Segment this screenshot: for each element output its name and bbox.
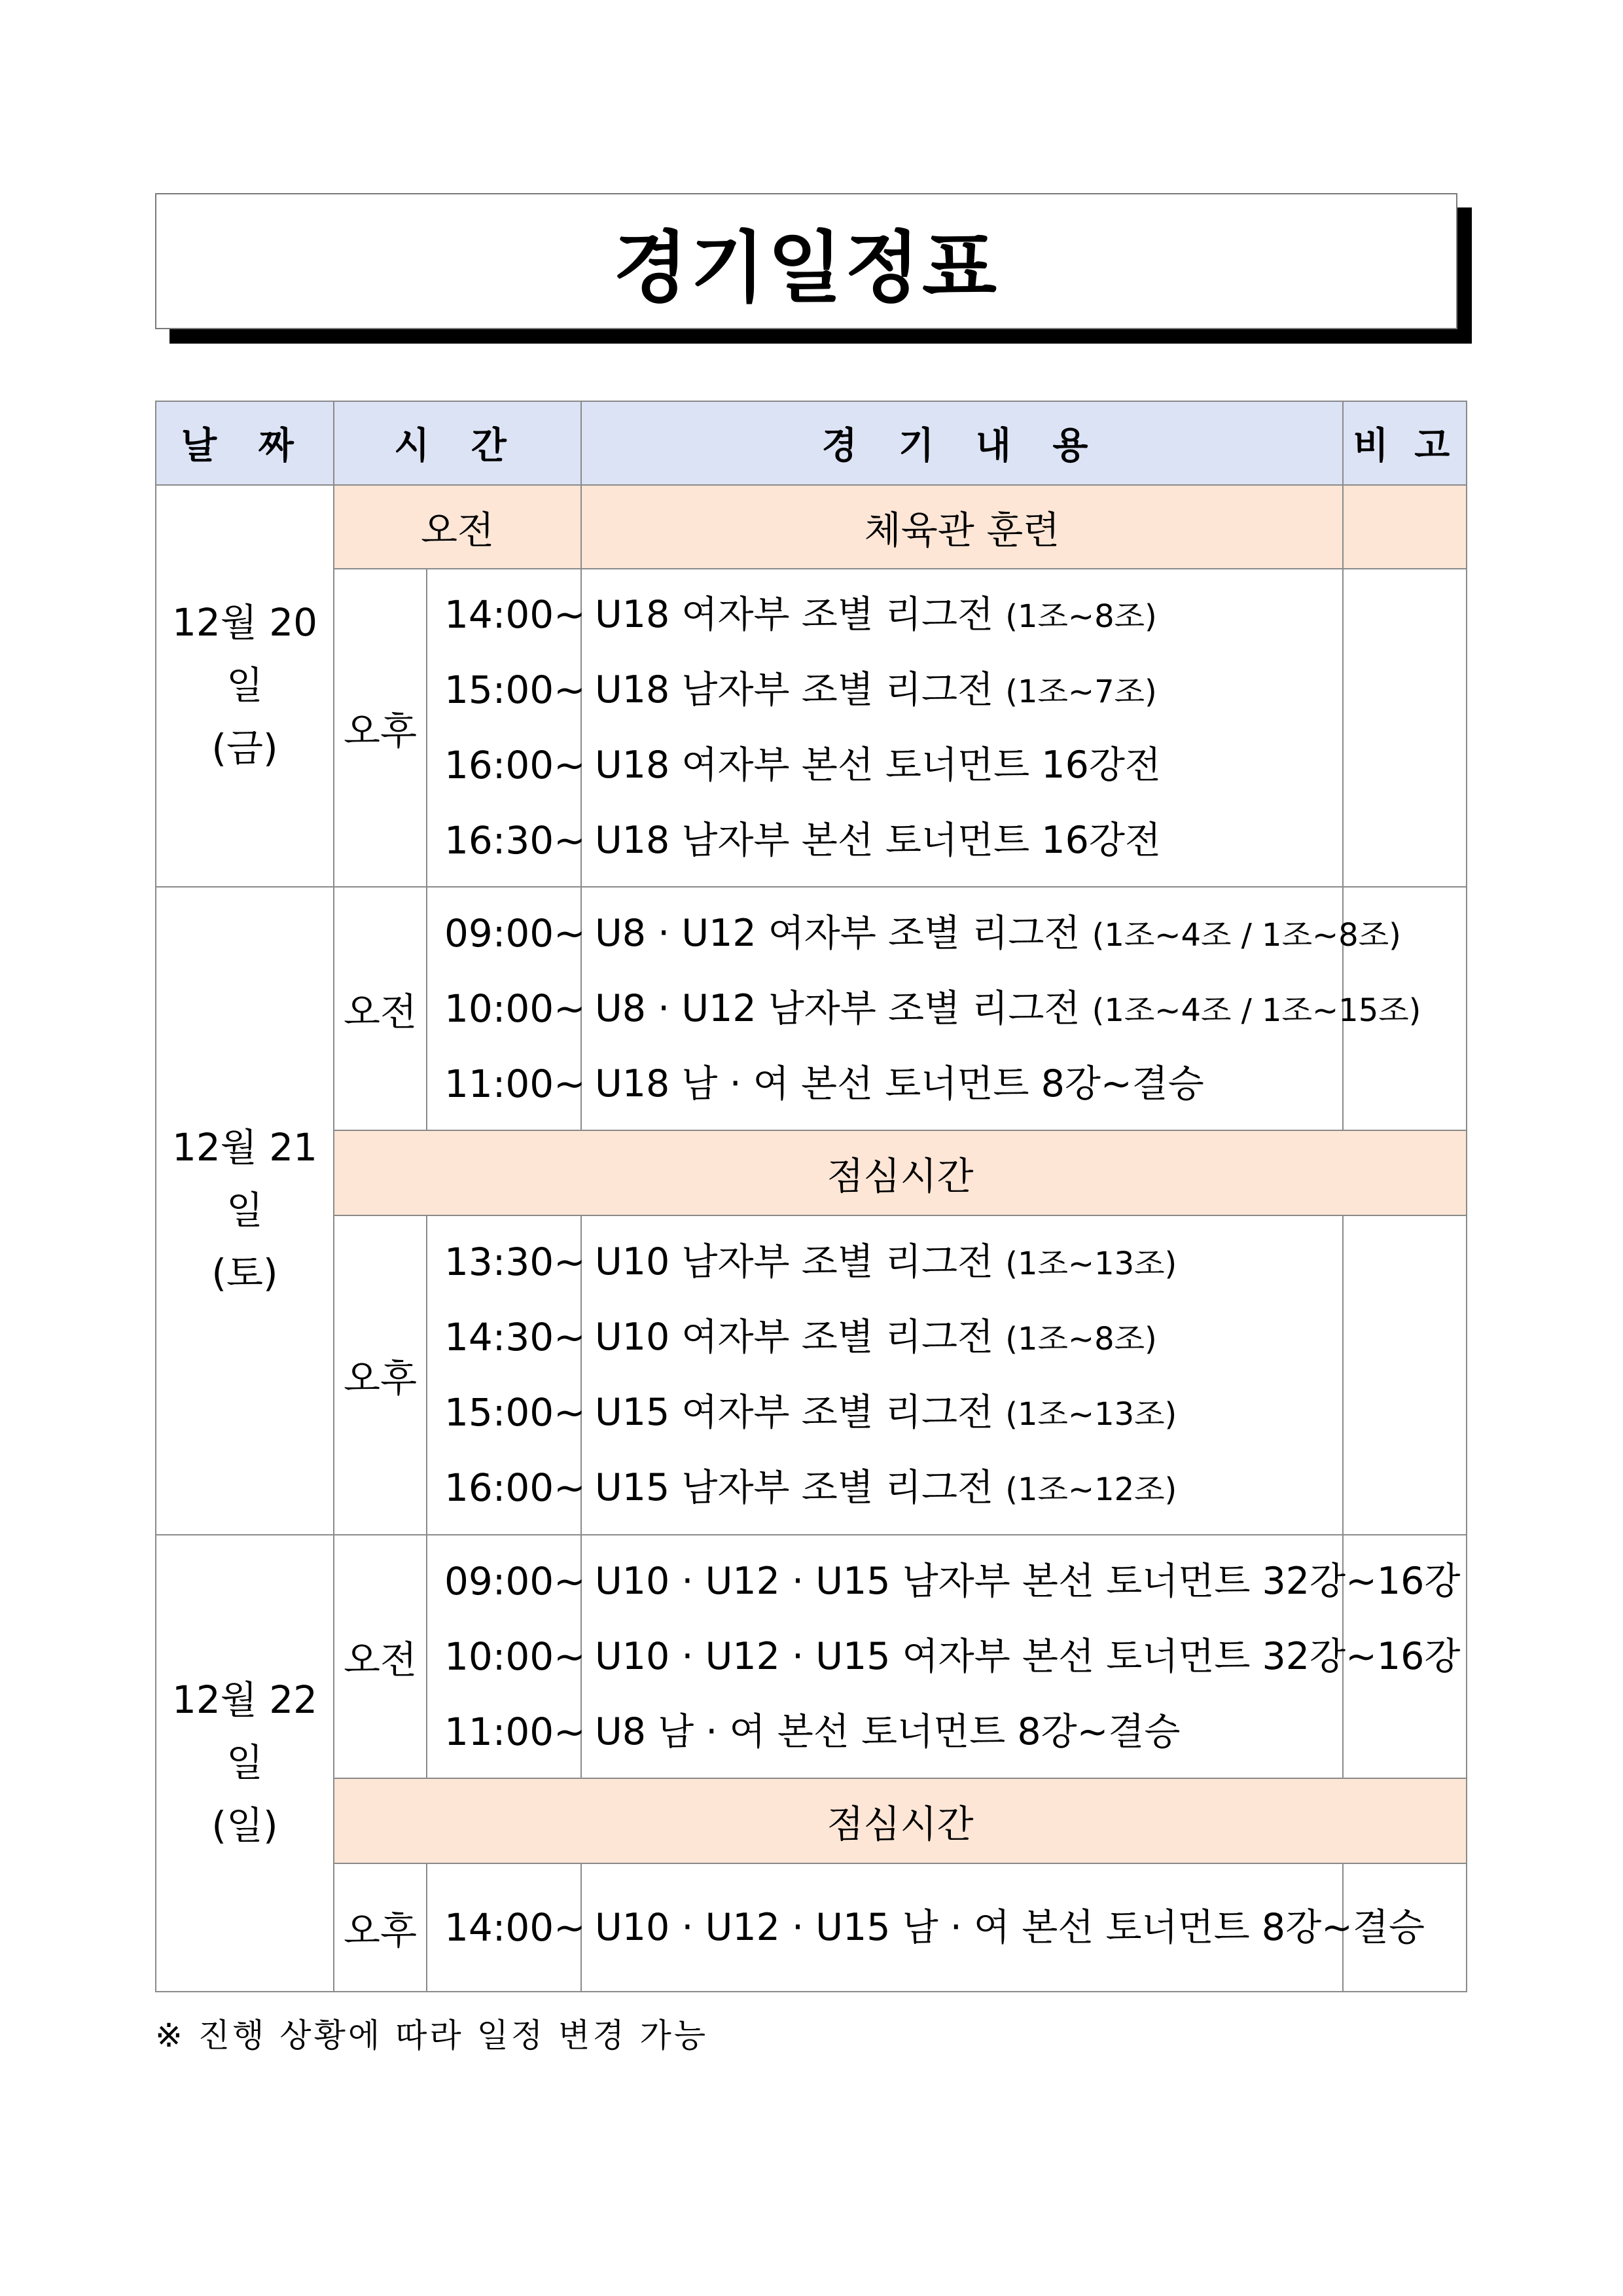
time-slot: 16:30~ xyxy=(444,818,586,863)
event-cell xyxy=(581,1215,1343,1535)
footnote: ※ 진행 상황에 따라 일정 변경 가능 xyxy=(155,2017,709,2054)
event-detail: (1조~13조) xyxy=(1005,1396,1177,1433)
time-slot: 11:00~ xyxy=(444,1709,586,1754)
time-slot: 11:00~ xyxy=(444,1061,586,1106)
weekday-label: (금) xyxy=(211,725,278,770)
time-slot: 09:00~ xyxy=(444,1558,586,1604)
table-row xyxy=(156,1130,1467,1215)
period-cell: 오후 xyxy=(334,569,427,887)
event-text: U8 · U12 남자부 조별 리그전 xyxy=(595,986,1080,1030)
time-cell xyxy=(427,569,586,887)
period-cell: 오전 xyxy=(334,485,581,569)
header-row xyxy=(156,401,1467,485)
date-label: 12월 20일 xyxy=(171,600,318,708)
event-line xyxy=(582,728,1342,803)
date-cell xyxy=(156,887,334,1535)
event-text: U15 남자부 조별 리그전 xyxy=(595,1466,994,1509)
time-slot: 16:00~ xyxy=(444,743,586,787)
event-text: U8 남 · 여 본선 토너먼트 8강~결승 xyxy=(595,1710,1181,1753)
time-slot: 10:00~ xyxy=(444,986,586,1031)
training-cell: 체육관 훈련 xyxy=(581,485,1343,569)
title-box xyxy=(155,193,1457,329)
event-detail: (1조~4조 / 1조~8조) xyxy=(1092,916,1401,954)
time-cell xyxy=(427,1215,586,1535)
time-slot: 10:00~ xyxy=(444,1634,586,1679)
table-row xyxy=(156,569,1467,887)
event-detail: (1조~13조) xyxy=(1005,1246,1177,1282)
table-row xyxy=(156,1215,1467,1535)
lunch-cell: 점심시간 xyxy=(334,1130,1467,1215)
event-detail: (1조~12조) xyxy=(1005,1471,1177,1508)
event-text: U18 남자부 조별 리그전 xyxy=(595,668,994,711)
event-detail: (1조~4조 / 1조~15조) xyxy=(1092,992,1421,1029)
date-cell xyxy=(156,1535,334,1992)
event-cell xyxy=(581,1863,1425,1992)
event-text: U10 · U12 · U15 남자부 본선 토너먼트 32강~16강 xyxy=(595,1559,1461,1603)
header-content: 경 기 내 용 xyxy=(581,401,1343,485)
date-label: 12월 22일 xyxy=(171,1677,318,1785)
event-line xyxy=(582,1619,1461,1695)
table-row xyxy=(156,887,1467,1130)
event-cell xyxy=(581,1535,1461,1778)
event-text: U18 여자부 본선 토너먼트 16강전 xyxy=(595,744,1161,787)
table-row xyxy=(156,1863,1467,1992)
event-text: U18 여자부 조별 리그전 xyxy=(595,593,994,636)
table-row xyxy=(156,485,1467,569)
event-detail: (1조~8조) xyxy=(1005,1321,1157,1357)
event-text: U18 남 · 여 본선 토너먼트 8강~결승 xyxy=(595,1062,1204,1105)
table-row xyxy=(156,1535,1467,1778)
weekday-label: (토) xyxy=(211,1250,278,1295)
event-line xyxy=(582,1047,1342,1122)
period-cell: 오후 xyxy=(334,1215,427,1535)
time-slot: 13:30~ xyxy=(444,1240,586,1284)
event-text: U10 남자부 조별 리그전 xyxy=(595,1240,994,1283)
page-title: 경기일정표 xyxy=(613,223,999,313)
event-line xyxy=(582,1695,1342,1770)
event-line xyxy=(582,896,1401,971)
event-text: U15 여자부 조별 리그전 xyxy=(595,1391,994,1434)
event-line xyxy=(582,971,1421,1047)
date-cell xyxy=(156,485,334,887)
event-text: U10 · U12 · U15 여자부 본선 토너먼트 32강~16강 xyxy=(595,1634,1461,1678)
event-text: U10 · U12 · U15 남 · 여 본선 토너먼트 8강~결승 xyxy=(595,1905,1425,1949)
event-line xyxy=(582,1544,1461,1619)
event-line xyxy=(582,1890,1425,1965)
note-cell xyxy=(1343,1215,1467,1535)
time-cell xyxy=(427,887,586,1130)
time-slot: 14:00~ xyxy=(444,1905,586,1950)
event-line xyxy=(582,1300,1342,1375)
event-detail: (1조~8조) xyxy=(1005,598,1157,635)
date-label: 12월 21일 xyxy=(171,1125,318,1233)
title-banner xyxy=(155,193,1457,329)
event-line xyxy=(582,577,1342,653)
time-slot: 15:00~ xyxy=(444,668,586,712)
event-text: U18 남자부 본선 토너먼트 16강전 xyxy=(595,819,1161,862)
weekday-label: (일) xyxy=(211,1803,278,1848)
time-slot: 09:00~ xyxy=(444,910,586,956)
header-note: 비 고 xyxy=(1343,401,1467,485)
note-cell xyxy=(1343,569,1467,887)
event-text: U10 여자부 조별 리그전 xyxy=(595,1316,994,1359)
note-cell xyxy=(1343,485,1467,569)
header-date: 날 짜 xyxy=(156,401,334,485)
period-cell: 오전 xyxy=(334,1535,427,1778)
lunch-cell: 점심시간 xyxy=(334,1778,1467,1863)
event-line xyxy=(582,1225,1342,1300)
time-cell xyxy=(427,1863,586,1992)
event-line xyxy=(582,653,1342,728)
time-slot: 14:00~ xyxy=(444,592,586,637)
event-cell xyxy=(581,569,1343,887)
event-line xyxy=(582,1375,1342,1450)
time-slot: 14:30~ xyxy=(444,1315,586,1359)
schedule-table xyxy=(155,401,1467,1992)
table-row xyxy=(156,1778,1467,1863)
event-line xyxy=(582,803,1342,878)
time-slot: 16:00~ xyxy=(444,1465,586,1510)
event-detail: (1조~7조) xyxy=(1005,673,1157,710)
event-cell xyxy=(581,887,1421,1130)
period-cell: 오전 xyxy=(334,887,427,1130)
header-time: 시 간 xyxy=(334,401,581,485)
time-cell xyxy=(427,1535,586,1778)
event-line xyxy=(582,1450,1342,1526)
time-slot: 15:00~ xyxy=(444,1390,586,1435)
period-cell: 오후 xyxy=(334,1863,427,1992)
event-text: U8 · U12 여자부 조별 리그전 xyxy=(595,911,1080,955)
